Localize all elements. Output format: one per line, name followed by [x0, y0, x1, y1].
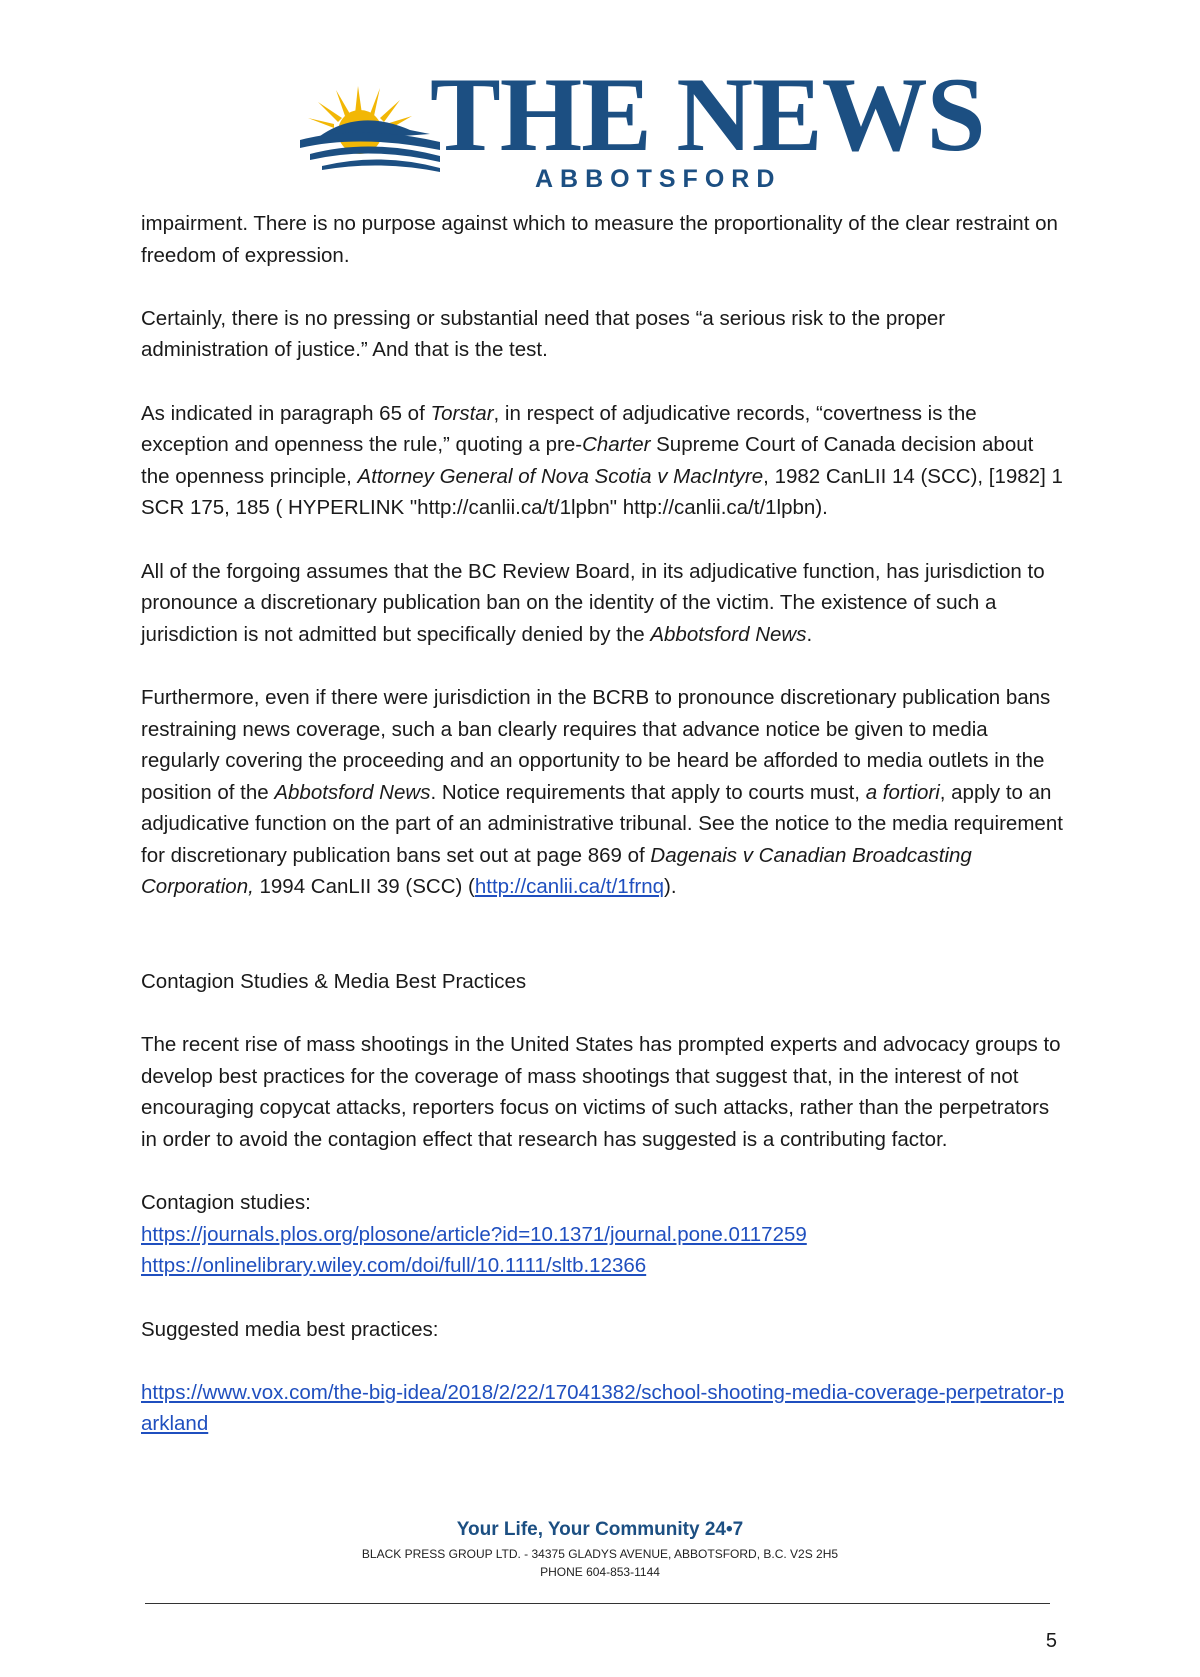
case-name-dagenais: Dagenais v Canadian Broadcasting Corporation,	[141, 843, 972, 899]
media-best-practices-label: Suggested media best practices:	[141, 1317, 439, 1341]
footer-phone: PHONE 604-853-1144	[540, 1565, 660, 1579]
media-best-practices-link-block	[141, 1377, 1066, 1440]
text-run: Supreme Court of Canada decision about the openness principle,	[141, 433, 1034, 488]
footer-tagline: Your Life, Your Community 24•7	[456, 1519, 744, 1540]
paragraph-3	[141, 398, 1066, 524]
paragraph-4	[141, 556, 1066, 651]
text-run: ).	[664, 875, 677, 899]
text-run: Furthermore, even if there were jurisdiction in the BCRB to pronounce discretionary publication bans restraining news coverage, such a ban clearly requires that advance notice be given to media regularly covering the proceeding and an opportunity to be heard be afforded to media outlets in the position of the	[141, 685, 1051, 804]
text-run: , 1982 CanLII 14 (SCC), [1982] 1 SCR 175, 185 ( HYPERLINK "http://canlii.ca/t/1lpbn" http://canlii.ca/t/1lpbn).	[141, 464, 1063, 520]
text-run: As indicated in paragraph 65 of	[141, 401, 431, 425]
publication-name: Abbotsford News	[650, 622, 807, 646]
publication-name: Abbotsford News	[274, 780, 431, 804]
paragraph-1: impairment. There is no purpose against which to measure the proportionality of the clear restraint on freedom of expression.	[141, 212, 1058, 267]
masthead-title: THE NEWS	[430, 56, 985, 173]
case-name-macintyre: Attorney General of Nova Scotia v MacIntyre	[357, 464, 764, 488]
paragraph-2: Certainly, there is no pressing or substantial need that poses “a serious risk to the proper administration of justice.” And that is the test.	[141, 306, 946, 362]
text-run: . Notice requirements that apply to courts must,	[430, 780, 866, 804]
term-a-fortiori: a fortiori	[865, 780, 940, 804]
text-run: , in respect of adjudicative records, “covertness is the exception and openness the rule,” quoting a pre-	[141, 401, 977, 457]
contagion-studies-label: Contagion studies:	[141, 1191, 311, 1215]
term-charter: Charter	[582, 433, 651, 457]
text-run: .	[806, 622, 813, 646]
plos-link[interactable]: https://journals.plos.org/plosone/article?id=10.1371/journal.pone.0117259	[141, 1222, 807, 1246]
text-run: 1994 CanLII 39 (SCC) (	[253, 875, 475, 899]
paragraph-5	[141, 682, 1066, 903]
page-number: 5	[1045, 1630, 1057, 1652]
section-heading: Contagion Studies & Media Best Practices	[141, 970, 527, 994]
contagion-studies	[141, 1187, 1066, 1282]
masthead-subtitle: ABBOTSFORD	[535, 165, 782, 193]
footer-address: BLACK PRESS GROUP LTD. - 34375 GLADYS AVENUE, ABBOTSFORD, B.C. V2S 2H5	[361, 1547, 839, 1561]
footer-divider	[145, 1603, 1050, 1604]
text-run: , apply to an adjudicative function on the part of an administrative tribunal. See the notice to the media requirement for discretionary publication bans set out at page 869 of	[141, 780, 1063, 867]
document-body	[141, 208, 1066, 1472]
wiley-link[interactable]: https://onlinelibrary.wiley.com/doi/full/10.1111/sltb.12366	[141, 1254, 647, 1278]
paragraph-6: The recent rise of mass shootings in the United States has prompted experts and advocacy groups to develop best practices for the coverage of mass shootings that suggest that, in the interest of not encouraging copycat attacks, reporters focus on victims of such attacks, rather than the perpetrators in order to avoid the contagion effect that research has suggested is a contributing factor.	[141, 1033, 1061, 1152]
text-run: All of the forgoing assumes that the BC Review Board, in its adjudicative function, has jurisdiction to pronounce a discretionary publication ban on the identity of the victim. The existence of such a jurisdiction is not admitted but specifically denied by the	[141, 559, 1045, 646]
case-name-torstar: Torstar	[430, 401, 494, 425]
canlii-link[interactable]: http://canlii.ca/t/1frnq	[474, 875, 665, 899]
vox-link[interactable]: https://www.vox.com/the-big-idea/2018/2/22/17041382/school-shooting-media-coverage-perpetrator-parkland	[141, 1380, 1065, 1436]
